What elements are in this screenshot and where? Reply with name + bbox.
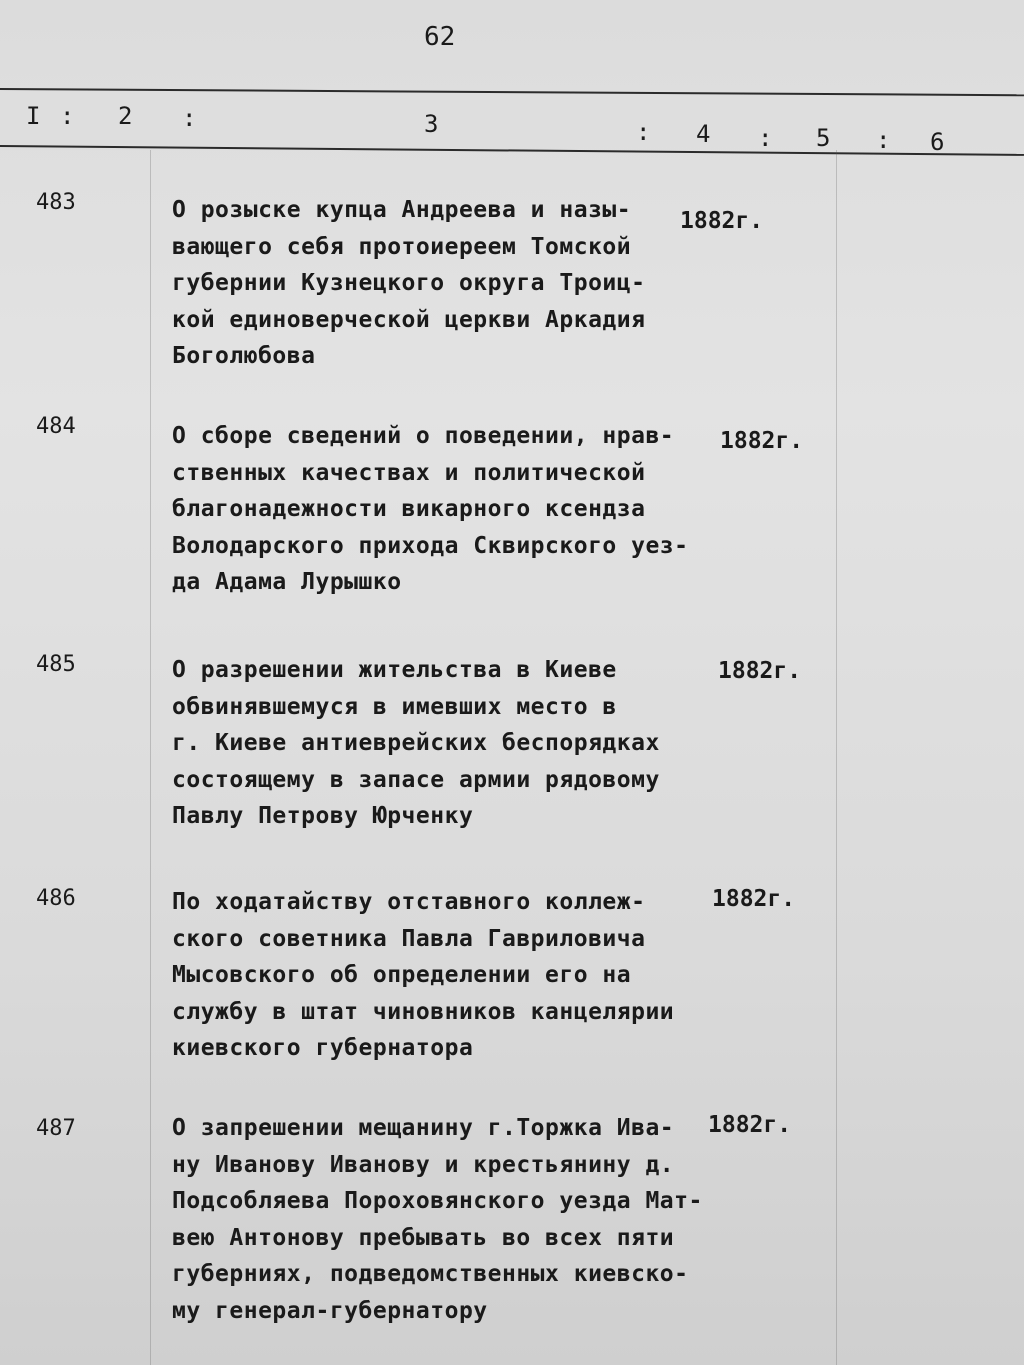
column-header-1: I bbox=[26, 102, 41, 130]
entry-date: 1882г. bbox=[718, 658, 802, 684]
text-line: О сборе сведений о поведении, нрав- bbox=[172, 423, 675, 449]
text-line: кой единоверческой церкви Аркадия bbox=[172, 306, 646, 333]
entry-number: 484 bbox=[36, 414, 76, 439]
entry-description bbox=[172, 884, 712, 1067]
text-line: ну Иванову Иванову и крестьянину д. bbox=[172, 1151, 675, 1178]
text-line: О розыске купца Андреева и назы- bbox=[172, 197, 632, 223]
entry-number: 485 bbox=[36, 652, 76, 677]
text-line: ского советника Павла Гавриловича bbox=[172, 925, 646, 952]
text-line: службу в штат чиновников канцелярии bbox=[172, 998, 675, 1025]
header-rule-top bbox=[0, 88, 1024, 96]
bleed-through-line bbox=[150, 150, 151, 1365]
text-line: ственных качествах и политической bbox=[172, 459, 646, 486]
text-line: киевского губернатора bbox=[172, 1035, 474, 1061]
column-header-5: 5 bbox=[816, 124, 831, 152]
entry-description bbox=[172, 652, 712, 835]
text-line: Боголюбова bbox=[172, 343, 316, 369]
text-line: О разрешении жительства в Киеве bbox=[172, 657, 617, 683]
header-rule-bottom bbox=[0, 145, 1024, 156]
entry-description bbox=[172, 192, 712, 375]
text-line: губернии Кузнецкого округа Троиц- bbox=[172, 270, 646, 296]
page-number: 62 bbox=[424, 22, 456, 52]
column-header-2: 2 bbox=[118, 102, 133, 130]
column-separator: : bbox=[60, 102, 75, 130]
text-line: благонадежности викарного ксендза bbox=[172, 496, 646, 522]
entry-description bbox=[172, 1110, 712, 1329]
text-line: му генерал-губернатору bbox=[172, 1297, 488, 1324]
text-line: Павлу Петрову Юрченку bbox=[172, 803, 474, 829]
bleed-through-line bbox=[836, 150, 837, 1365]
entry-date: 1882г. bbox=[712, 886, 796, 912]
entry-number: 486 bbox=[36, 886, 76, 911]
text-line: Мысовского об определении его на bbox=[172, 962, 632, 988]
entry-number: 487 bbox=[36, 1116, 76, 1141]
text-line: да Адама Лурышко bbox=[172, 569, 402, 595]
text-line: О запрешении мещанину г.Торжка Ива- bbox=[172, 1115, 675, 1141]
text-line: вающего себя протоиереем Томской bbox=[172, 233, 632, 260]
entry-number: 483 bbox=[36, 190, 76, 215]
text-line: состоящему в запасе армии рядовому bbox=[172, 766, 660, 793]
text-line: По ходатайству отставного коллеж- bbox=[172, 889, 646, 915]
column-header-3: 3 bbox=[424, 110, 439, 138]
column-header-4: 4 bbox=[696, 120, 711, 148]
text-line: губерниях, подведомственных киевско- bbox=[172, 1261, 689, 1287]
entry-date: 1882г. bbox=[708, 1112, 792, 1138]
column-separator: : bbox=[182, 104, 197, 132]
column-header-6: 6 bbox=[930, 128, 945, 156]
text-line: Подсобляева Пороховянского уезда Мат- bbox=[172, 1188, 703, 1214]
entry-description bbox=[172, 418, 712, 601]
text-line: вею Антонову пребывать во всех пяти bbox=[172, 1224, 675, 1251]
entry-date: 1882г. bbox=[680, 208, 764, 234]
text-line: Володарского прихода Сквирского уез- bbox=[172, 532, 689, 559]
column-separator: : bbox=[636, 118, 651, 146]
column-separator: : bbox=[876, 126, 891, 154]
text-line: обвинявшемуся в имевших место в bbox=[172, 693, 617, 720]
text-line: г. Киеве антиеврейских беспорядках bbox=[172, 730, 660, 756]
entry-date: 1882г. bbox=[720, 428, 804, 454]
column-separator: : bbox=[758, 124, 773, 152]
